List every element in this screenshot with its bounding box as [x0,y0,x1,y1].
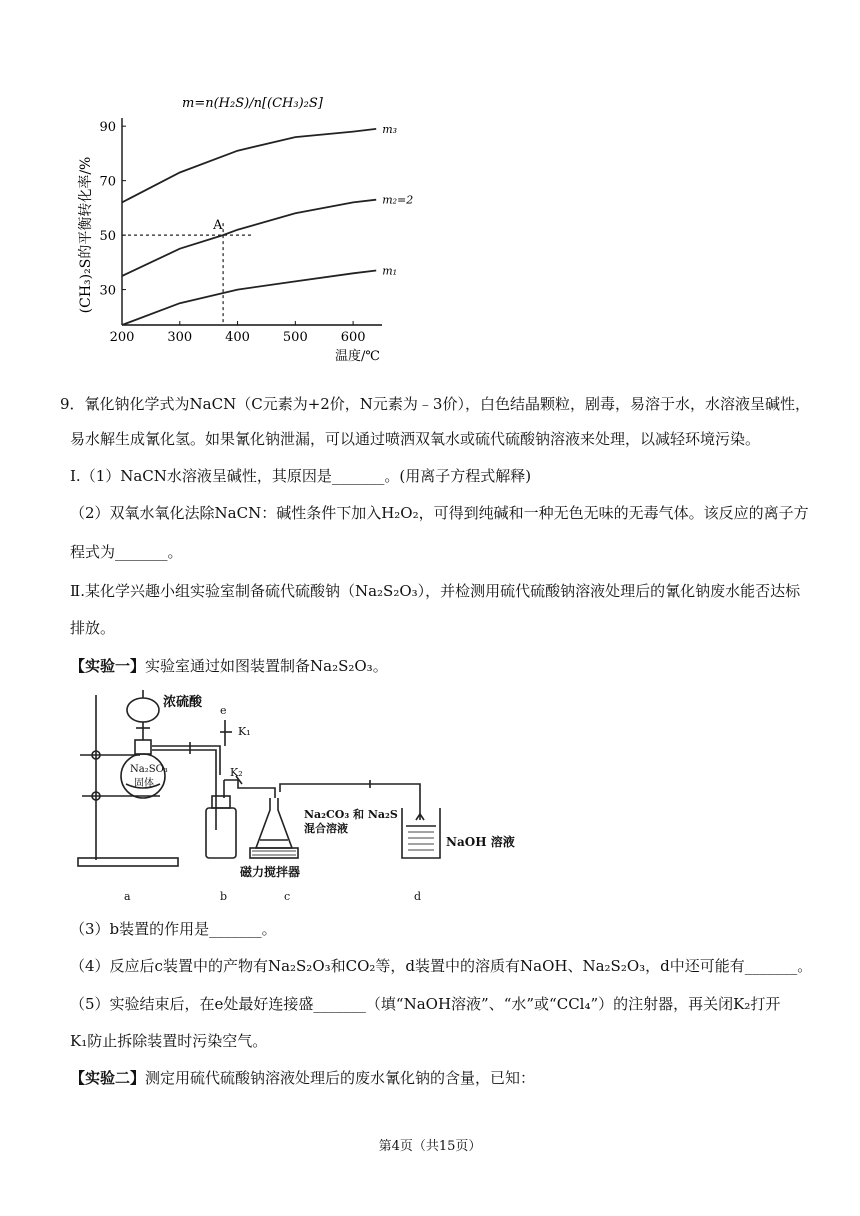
label-mixture-2: 混合溶液 [304,822,348,835]
experiment2-bracket: 【实验二】 [70,1069,146,1087]
page-footer: 第4页（共15页） [378,1139,482,1154]
conversion-chart [60,85,414,365]
x-tick-label: 600 [340,330,366,345]
series-label: m₃ [382,122,398,136]
q9-part4: （4）反应后c装置中的产物有Na₂S₂O₃和CO₂等，d装置中的溶质有NaOH、Na₂S₂O₃，d中还可能有_______。 [70,957,813,975]
q9-part3a: Ⅱ.某化学兴趣小组实验室制备硫代硫酸钠（Na₂S₂O₃），并检测用硫代硫酸钠溶液处理后的氰化钠废水能否达标 [70,582,801,600]
x-tick-label: 400 [225,330,250,345]
series-line-1 [122,129,376,203]
chart-series [122,123,413,325]
label-c: c [284,890,291,903]
series-line-3 [122,271,376,326]
series-label: m₂=2 [382,193,414,207]
q9-part1: Ⅰ.（1）NaCN水溶液呈碱性，其原因是_______。(用离子方程式解释) [70,467,532,485]
q9-part5a: （5）实验结束后，在e处最好连接盛_______（填“NaOH溶液”、“水”或“CCl₄”）的注射器，再关闭K₂打开 [70,995,781,1013]
x-tick-label: 500 [282,330,308,345]
q9-part2b: 程式为_______。 [70,543,183,561]
q9-line1: 9．氰化钠化学式为NaCN（C元素为+2价，N元素为﹣3价），白色结晶颗粒，剧毒，易溶于水，水溶液呈碱性， [60,395,810,413]
experiment1-heading [70,655,388,676]
y-tick-label: 50 [99,229,116,245]
x-axis-label: 温度/℃ [335,349,380,364]
experiment1-bracket: 【实验一】 [70,657,146,675]
label-a: a [124,890,131,903]
label-k2: K₂ [230,766,243,779]
y-tick-label: 70 [99,174,116,190]
label-na2so3: Na₂SO₃ [130,764,168,775]
y-axis-label: (CH₃)₂S的平衡转化率/% [78,156,94,314]
q9-part3b: 排放。 [70,619,116,637]
label-k1: K₁ [238,725,251,738]
apparatus-diagram [60,680,540,910]
label-stirrer: 磁力搅拌器 [240,865,301,879]
label-b: b [220,890,228,903]
label-mixture-1: Na₂CO₃ 和 Na₂S [304,808,398,821]
q9-line2: 易水解生成氰化氢。如果氰化钠泄漏，可以通过喷洒双氧水或硫代硫酸钠溶液来处理，以减轻环境污染。 [70,430,761,448]
chart-axes [122,118,382,325]
y-tick-label: 90 [99,120,116,136]
chart-ticks [99,120,365,345]
experiment2-text: 测定用硫代硫酸钠溶液处理后的废水氰化钠的含量，已知： [145,1069,536,1087]
series-line-2 [122,200,376,276]
x-tick-label: 300 [167,330,193,345]
label-naoh-solution: NaOH 溶液 [446,835,515,849]
point-a-label: A [213,218,223,234]
q9-part5b: K₁防止拆除装置时污染空气。 [70,1032,268,1050]
label-e: e [220,704,227,717]
q9-part3: （3）b装置的作用是_______。 [70,920,277,938]
x-tick-label: 200 [109,330,135,345]
chart-title: m=n(H₂S)/n[(CH₃)₂S] [182,96,323,111]
label-conc-acid: 浓硫酸 [163,695,203,710]
experiment2-heading [70,1067,535,1088]
label-d: d [414,890,422,903]
experiment1-text: 实验室通过如图装置制备Na₂S₂O₃。 [145,657,388,675]
y-tick-label: 30 [99,283,116,299]
chart-annotations [122,218,251,325]
q9-part2a: （2）双氧水氧化法除NaCN：碱性条件下加入H₂O₂，可得到纯碱和一种无色无味的无毒气体。该反应的离子方 [70,504,809,522]
label-solid: 固体 [134,778,154,789]
series-label: m₁ [382,264,398,278]
